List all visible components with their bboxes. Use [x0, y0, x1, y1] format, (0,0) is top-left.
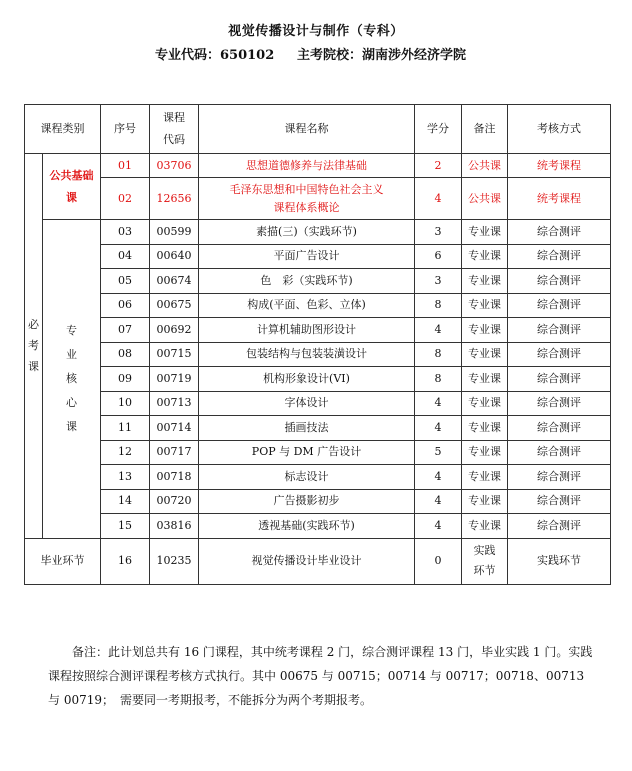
row-name: 广告摄影初步 — [199, 489, 415, 514]
row-exam: 综合测评 — [508, 293, 611, 318]
row-name: 字体设计 — [199, 391, 415, 416]
header-code-text: 课程 代码 — [163, 111, 185, 146]
row-name: 插画技法 — [199, 416, 415, 441]
row-code: 00720 — [150, 489, 199, 514]
row-exam: 综合测评 — [508, 416, 611, 441]
row-remark: 专业课 — [462, 342, 508, 367]
row-remark: 专业课 — [462, 220, 508, 245]
row-code: 10235 — [150, 538, 199, 584]
row-exam: 综合测评 — [508, 514, 611, 539]
table-row — [25, 514, 611, 539]
header-name: 课程名称 — [199, 105, 415, 154]
table-row — [25, 178, 611, 220]
row-name: 计算机辅助图形设计 — [199, 318, 415, 343]
row-credit: 4 — [415, 318, 462, 343]
header-no: 序号 — [101, 105, 150, 154]
row-credit: 4 — [415, 465, 462, 490]
row-credit: 8 — [415, 293, 462, 318]
row-no: 11 — [101, 416, 150, 441]
header-code — [150, 105, 199, 154]
row-credit: 4 — [415, 514, 462, 539]
row-no: 14 — [101, 489, 150, 514]
row-credit: 3 — [415, 220, 462, 245]
row-no: 04 — [101, 244, 150, 269]
row-credit: 0 — [415, 538, 462, 584]
table-row — [25, 220, 611, 245]
table-row — [25, 538, 611, 584]
row-remark: 专业课 — [462, 391, 508, 416]
group-public-label: 公共基础课 — [49, 168, 94, 204]
footnote: 备注：此计划总共有 16 门课程，其中统考课程 2 门，综合测评课程 13 门，毕业实践 1 门。实践课程按照综合测评课程考核方式执行。其中 00675 与 00715；00714 与 00717；00718、00713 与 00719； 需要同一考期报考，不能拆分为两个考期报考。 — [48, 645, 593, 707]
row-no: 02 — [101, 178, 150, 220]
row-exam: 综合测评 — [508, 342, 611, 367]
row-credit: 8 — [415, 342, 462, 367]
table-row — [25, 465, 611, 490]
major-code: 专业代码：650102 — [155, 48, 275, 63]
header-category: 课程类别 — [25, 105, 101, 154]
row-no: 10 — [101, 391, 150, 416]
row-remark: 实践 环节 — [462, 538, 508, 584]
row-code: 00599 — [150, 220, 199, 245]
row-exam: 综合测评 — [508, 220, 611, 245]
group-core-cell — [43, 220, 101, 539]
row-name: 素描(三)（实践环节) — [199, 220, 415, 245]
row-no: 05 — [101, 269, 150, 294]
group-core-label: 专业核心课 — [66, 323, 77, 433]
document-title: 视觉传播设计与制作（专科） — [228, 24, 404, 39]
row-code: 00715 — [150, 342, 199, 367]
row-name: 平面广告设计 — [199, 244, 415, 269]
table-row — [25, 318, 611, 343]
table-row — [25, 154, 611, 178]
row-no: 13 — [101, 465, 150, 490]
table-row — [25, 367, 611, 392]
row-remark: 公共课 — [462, 178, 508, 220]
row-no: 03 — [101, 220, 150, 245]
row-no: 08 — [101, 342, 150, 367]
row-exam: 综合测评 — [508, 367, 611, 392]
row-credit: 3 — [415, 269, 462, 294]
row-remark: 专业课 — [462, 269, 508, 294]
row-remark: 专业课 — [462, 293, 508, 318]
row-no: 15 — [101, 514, 150, 539]
row-code: 12656 — [150, 178, 199, 220]
group-required-label: 必考课 — [28, 318, 39, 374]
row-remark: 专业课 — [462, 440, 508, 465]
header-exam: 考核方式 — [508, 105, 611, 154]
row-exam: 综合测评 — [508, 489, 611, 514]
row-code: 00717 — [150, 440, 199, 465]
row-name: 标志设计 — [199, 465, 415, 490]
row-name: 视觉传播设计毕业设计 — [199, 538, 415, 584]
row-no: 16 — [101, 538, 150, 584]
row-remark: 专业课 — [462, 416, 508, 441]
row-exam: 实践环节 — [508, 538, 611, 584]
row-exam: 综合测评 — [508, 440, 611, 465]
table-header-row — [25, 105, 611, 154]
group-public-cell — [43, 154, 101, 220]
row-credit: 4 — [415, 391, 462, 416]
row-name: 毛泽东思想和中国特色社会主义 课程体系概论 — [199, 178, 415, 220]
row-remark: 专业课 — [462, 244, 508, 269]
row-exam: 综合测评 — [508, 391, 611, 416]
group-required-cell — [25, 154, 43, 539]
row-no: 07 — [101, 318, 150, 343]
row-credit: 8 — [415, 367, 462, 392]
row-name: 思想道德修养与法律基础 — [199, 154, 415, 178]
table-row — [25, 440, 611, 465]
row-no: 12 — [101, 440, 150, 465]
row-code: 00692 — [150, 318, 199, 343]
course-plan-table — [24, 104, 611, 585]
header-remark: 备注 — [462, 105, 508, 154]
row-exam: 综合测评 — [508, 269, 611, 294]
table-row — [25, 269, 611, 294]
table-row — [25, 293, 611, 318]
header-credit: 学分 — [415, 105, 462, 154]
row-code: 03816 — [150, 514, 199, 539]
exam-school: 主考院校：湖南涉外经济学院 — [297, 48, 467, 63]
row-remark: 专业课 — [462, 489, 508, 514]
row-credit: 4 — [415, 489, 462, 514]
row-code: 00674 — [150, 269, 199, 294]
row-code: 00718 — [150, 465, 199, 490]
row-credit: 4 — [415, 416, 462, 441]
row-remark: 专业课 — [462, 465, 508, 490]
row-remark: 专业课 — [462, 367, 508, 392]
table-row — [25, 489, 611, 514]
row-credit: 2 — [415, 154, 462, 178]
row-name: 透视基础(实践环节) — [199, 514, 415, 539]
row-credit: 5 — [415, 440, 462, 465]
row-exam: 综合测评 — [508, 244, 611, 269]
row-name: 色 彩（实践环节) — [199, 269, 415, 294]
row-exam: 综合测评 — [508, 318, 611, 343]
row-name: 构成(平面、色彩、立体) — [199, 293, 415, 318]
table-row — [25, 342, 611, 367]
row-exam: 统考课程 — [508, 178, 611, 220]
row-code: 00640 — [150, 244, 199, 269]
row-code: 00675 — [150, 293, 199, 318]
row-no: 01 — [101, 154, 150, 178]
row-name: 机构形象设计(VI) — [199, 367, 415, 392]
row-name: 包装结构与包装装潢设计 — [199, 342, 415, 367]
table-row — [25, 391, 611, 416]
row-no: 06 — [101, 293, 150, 318]
table-row — [25, 416, 611, 441]
row-code: 00719 — [150, 367, 199, 392]
row-credit: 6 — [415, 244, 462, 269]
row-exam: 统考课程 — [508, 154, 611, 178]
row-code: 03706 — [150, 154, 199, 178]
row-remark: 专业课 — [462, 318, 508, 343]
group-grad-cell: 毕业环节 — [25, 538, 101, 584]
table-row — [25, 244, 611, 269]
row-remark: 专业课 — [462, 514, 508, 539]
row-code: 00713 — [150, 391, 199, 416]
row-remark: 公共课 — [462, 154, 508, 178]
row-exam: 综合测评 — [508, 465, 611, 490]
row-credit: 4 — [415, 178, 462, 220]
row-code: 00714 — [150, 416, 199, 441]
row-no: 09 — [101, 367, 150, 392]
row-name: POP 与 DM 广告设计 — [199, 440, 415, 465]
